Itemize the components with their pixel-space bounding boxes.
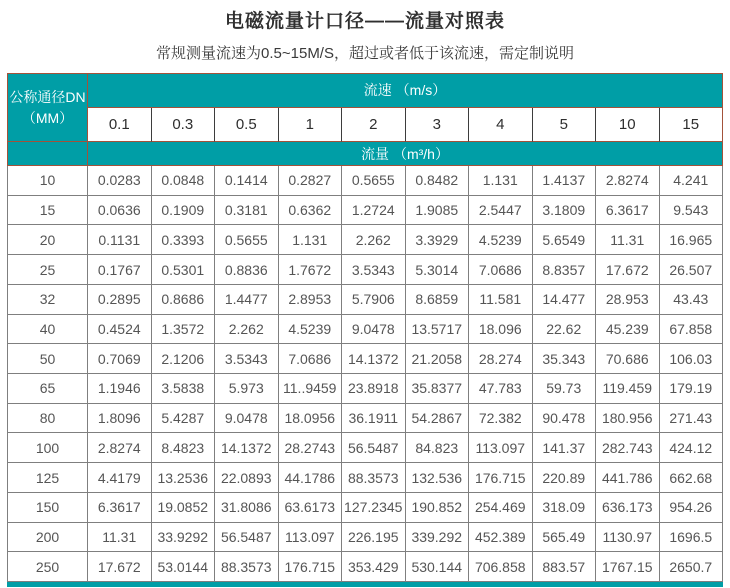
value-cell: 67.858 (660, 315, 724, 345)
value-cell: 119.459 (596, 374, 660, 404)
value-cell: 452.389 (469, 523, 533, 553)
corner-header-cell (7, 73, 88, 142)
value-cell: 3.1809 (533, 196, 597, 226)
value-cell: 53.0144 (152, 552, 216, 582)
value-cell: 0.0283 (88, 166, 152, 196)
value-cell: 7.0686 (279, 344, 343, 374)
bottom-accent-bar (7, 582, 723, 587)
table-row (7, 344, 723, 374)
value-cell: 565.49 (533, 523, 597, 553)
dn-cell: 25 (7, 255, 88, 285)
velocity-value-cell: 0.5 (215, 108, 279, 143)
value-cell: 0.8482 (406, 166, 470, 196)
value-cell: 636.173 (596, 493, 660, 523)
value-cell: 1767.15 (596, 552, 660, 582)
value-cell: 84.823 (406, 433, 470, 463)
value-cell: 3.5343 (342, 255, 406, 285)
value-cell: 18.0956 (279, 404, 343, 434)
value-cell: 1.2724 (342, 196, 406, 226)
table-row (7, 523, 723, 553)
value-cell: 14.477 (533, 285, 597, 315)
dn-cell: 15 (7, 196, 88, 226)
value-cell: 0.2895 (88, 285, 152, 315)
value-cell: 28.274 (469, 344, 533, 374)
value-cell: 0.4524 (88, 315, 152, 345)
value-cell: 43.43 (660, 285, 724, 315)
value-cell: 63.6173 (279, 493, 343, 523)
value-cell: 2.8274 (596, 166, 660, 196)
table-row (7, 552, 723, 582)
value-cell: 127.2345 (342, 493, 406, 523)
value-cell: 28.953 (596, 285, 660, 315)
value-cell: 3.3929 (406, 225, 470, 255)
value-cell: 0.8836 (215, 255, 279, 285)
value-cell: 17.672 (88, 552, 152, 582)
value-cell: 318.09 (533, 493, 597, 523)
value-cell: 1.4477 (215, 285, 279, 315)
velocity-value-cell: 5 (533, 108, 597, 143)
table-header-row-values (7, 108, 723, 143)
value-cell: 113.097 (469, 433, 533, 463)
corner-header-line2: （MM） (21, 109, 74, 126)
flow-header-cell: 流量 （m³/h） (88, 142, 723, 166)
value-cell: 4.241 (660, 166, 724, 196)
dn-cell: 50 (7, 344, 88, 374)
value-cell: 2.262 (215, 315, 279, 345)
value-cell: 1.131 (469, 166, 533, 196)
value-cell: 70.686 (596, 344, 660, 374)
table-header-row-velocity (7, 73, 723, 108)
velocity-header-cell: 流速 （m/s） (88, 73, 723, 108)
value-cell: 90.478 (533, 404, 597, 434)
value-cell: 72.382 (469, 404, 533, 434)
value-cell: 706.858 (469, 552, 533, 582)
value-cell: 220.89 (533, 463, 597, 493)
value-cell: 0.1909 (152, 196, 216, 226)
value-cell: 23.8918 (342, 374, 406, 404)
table-row (7, 463, 723, 493)
value-cell: 54.2867 (406, 404, 470, 434)
value-cell: 88.3573 (215, 552, 279, 582)
value-cell: 0.0848 (152, 166, 216, 196)
dn-cell: 20 (7, 225, 88, 255)
value-cell: 56.5487 (342, 433, 406, 463)
dn-cell: 10 (7, 166, 88, 196)
value-cell: 8.4823 (152, 433, 216, 463)
value-cell: 662.68 (660, 463, 724, 493)
value-cell: 254.469 (469, 493, 533, 523)
value-cell: 6.3617 (596, 196, 660, 226)
value-cell: 0.7069 (88, 344, 152, 374)
value-cell: 1.4137 (533, 166, 597, 196)
value-cell: 2650.7 (660, 552, 724, 582)
value-cell: 180.956 (596, 404, 660, 434)
value-cell: 0.6362 (279, 196, 343, 226)
value-cell: 28.2743 (279, 433, 343, 463)
flow-table (7, 73, 723, 582)
dn-cell: 150 (7, 493, 88, 523)
value-cell: 113.097 (279, 523, 343, 553)
value-cell: 22.62 (533, 315, 597, 345)
value-cell: 56.5487 (215, 523, 279, 553)
value-cell: 4.5239 (279, 315, 343, 345)
value-cell: 883.57 (533, 552, 597, 582)
value-cell: 1.3572 (152, 315, 216, 345)
table-row (7, 315, 723, 345)
value-cell: 176.715 (279, 552, 343, 582)
value-cell: 14.1372 (342, 344, 406, 374)
value-cell: 5.973 (215, 374, 279, 404)
value-cell: 190.852 (406, 493, 470, 523)
value-cell: 18.096 (469, 315, 533, 345)
flow-table-wrapper (7, 73, 723, 587)
value-cell: 530.144 (406, 552, 470, 582)
dn-cell: 80 (7, 404, 88, 434)
value-cell: 17.672 (596, 255, 660, 285)
value-cell: 9.0478 (342, 315, 406, 345)
dn-cell: 100 (7, 433, 88, 463)
value-cell: 9.543 (660, 196, 724, 226)
value-cell: 0.3393 (152, 225, 216, 255)
value-cell: 31.8086 (215, 493, 279, 523)
flow-spacer-cell (7, 142, 88, 166)
table-row (7, 196, 723, 226)
value-cell: 424.12 (660, 433, 724, 463)
dn-cell: 250 (7, 552, 88, 582)
value-cell: 14.1372 (215, 433, 279, 463)
value-cell: 0.2827 (279, 166, 343, 196)
value-cell: 8.8357 (533, 255, 597, 285)
dn-cell: 200 (7, 523, 88, 553)
value-cell: 176.715 (469, 463, 533, 493)
velocity-value-cell: 15 (660, 108, 724, 143)
value-cell: 13.5717 (406, 315, 470, 345)
value-cell: 282.743 (596, 433, 660, 463)
value-cell: 2.1206 (152, 344, 216, 374)
value-cell: 11.31 (596, 225, 660, 255)
velocity-value-cell: 4 (469, 108, 533, 143)
dn-cell: 40 (7, 315, 88, 345)
value-cell: 1130.97 (596, 523, 660, 553)
value-cell: 1.131 (279, 225, 343, 255)
value-cell: 21.2058 (406, 344, 470, 374)
value-cell: 0.1131 (88, 225, 152, 255)
table-row (7, 433, 723, 463)
value-cell: 36.1911 (342, 404, 406, 434)
page-title: 电磁流量计口径——流量对照表 (224, 11, 505, 32)
value-cell: 1.9085 (406, 196, 470, 226)
value-cell: 44.1786 (279, 463, 343, 493)
value-cell: 5.7906 (342, 285, 406, 315)
value-cell: 339.292 (406, 523, 470, 553)
table-row (7, 255, 723, 285)
value-cell: 1696.5 (660, 523, 724, 553)
value-cell: 441.786 (596, 463, 660, 493)
table-row (7, 225, 723, 255)
value-cell: 59.73 (533, 374, 597, 404)
table-row (7, 285, 723, 315)
value-cell: 5.3014 (406, 255, 470, 285)
value-cell: 26.507 (660, 255, 724, 285)
table-row (7, 493, 723, 523)
value-cell: 954.26 (660, 493, 724, 523)
dn-cell: 65 (7, 374, 88, 404)
table-header-row-flow (7, 142, 723, 166)
value-cell: 35.343 (533, 344, 597, 374)
value-cell: 2.8274 (88, 433, 152, 463)
value-cell: 353.429 (342, 552, 406, 582)
value-cell: 88.3573 (342, 463, 406, 493)
value-cell: 1.7672 (279, 255, 343, 285)
value-cell: 47.783 (469, 374, 533, 404)
value-cell: 0.3181 (215, 196, 279, 226)
value-cell: 1.1946 (88, 374, 152, 404)
value-cell: 6.3617 (88, 493, 152, 523)
value-cell: 0.5655 (215, 225, 279, 255)
value-cell: 11..9459 (279, 374, 343, 404)
value-cell: 16.965 (660, 225, 724, 255)
value-cell: 0.8686 (152, 285, 216, 315)
velocity-value-cell: 10 (596, 108, 660, 143)
value-cell: 4.4179 (88, 463, 152, 493)
value-cell: 3.5343 (215, 344, 279, 374)
value-cell: 4.5239 (469, 225, 533, 255)
value-cell: 11.31 (88, 523, 152, 553)
value-cell: 0.5655 (342, 166, 406, 196)
value-cell: 2.262 (342, 225, 406, 255)
value-cell: 0.0636 (88, 196, 152, 226)
value-cell: 33.9292 (152, 523, 216, 553)
value-cell: 5.6549 (533, 225, 597, 255)
value-cell: 2.5447 (469, 196, 533, 226)
value-cell: 35.8377 (406, 374, 470, 404)
velocity-value-cell: 0.1 (88, 108, 152, 143)
velocity-value-cell: 1 (279, 108, 343, 143)
value-cell: 3.5838 (152, 374, 216, 404)
value-cell: 226.195 (342, 523, 406, 553)
value-cell: 0.1767 (88, 255, 152, 285)
table-row (7, 404, 723, 434)
value-cell: 271.43 (660, 404, 724, 434)
page-subtitle: 常规测量流速为0.5~15M/S，超过或者低于该流速，需定制说明 (156, 45, 574, 62)
dn-cell: 32 (7, 285, 88, 315)
value-cell: 0.1414 (215, 166, 279, 196)
value-cell: 13.2536 (152, 463, 216, 493)
table-row (7, 374, 723, 404)
value-cell: 8.6859 (406, 285, 470, 315)
value-cell: 5.4287 (152, 404, 216, 434)
value-cell: 7.0686 (469, 255, 533, 285)
dn-cell: 125 (7, 463, 88, 493)
value-cell: 0.5301 (152, 255, 216, 285)
value-cell: 132.536 (406, 463, 470, 493)
value-cell: 19.0852 (152, 493, 216, 523)
value-cell: 22.0893 (215, 463, 279, 493)
velocity-value-cell: 0.3 (152, 108, 216, 143)
velocity-value-cell: 2 (342, 108, 406, 143)
velocity-value-cell: 3 (406, 108, 470, 143)
value-cell: 45.239 (596, 315, 660, 345)
value-cell: 141.37 (533, 433, 597, 463)
value-cell: 179.19 (660, 374, 724, 404)
value-cell: 106.03 (660, 344, 724, 374)
value-cell: 9.0478 (215, 404, 279, 434)
value-cell: 1.8096 (88, 404, 152, 434)
table-row (7, 166, 723, 196)
corner-header-line1: 公称通径DN (9, 88, 86, 105)
value-cell: 11.581 (469, 285, 533, 315)
value-cell: 2.8953 (279, 285, 343, 315)
